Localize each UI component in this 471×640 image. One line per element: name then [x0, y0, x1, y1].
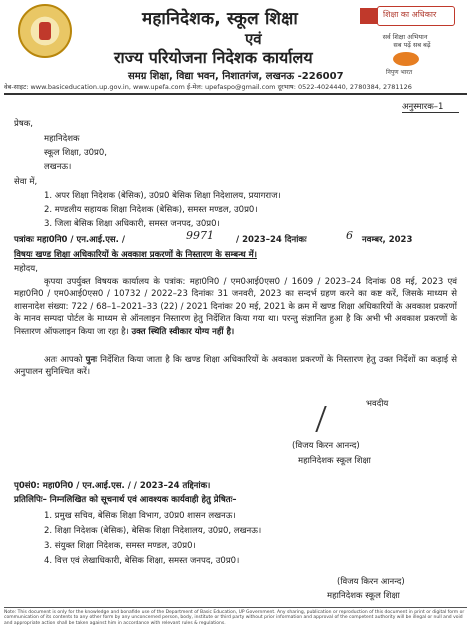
- book-icon: [360, 8, 378, 24]
- body-paragraph-1-text: कृपया उपर्युक्त विषयक कार्यालय के पत्रांक: महा0नि0 / एम0आई0एस0 / 1609 / 2023–24 दिनांक 08 मई, 2023 एवं महा0नि0 / एम0आई0एस0 / 10732 / 2022–23 दिनांकः 31 जनवरी, 2023 का सन्दर्भ ग्रहण करने का कष्ट करें, जिसके माध्यम से शासनादेश संख्या: 722 / 68–1–2021–33 (22) / 2021 दिनांकः 20 मई, 2021 के क्रम में खण्ड शिक्षा अधिकारियों के अवकाश प्रकरणों के मानव सम्पदा पोर्टल के माध्यम से ऑनलाइन निस्तारण हेतु निर्देशित किया गया था। परन्तु संज्ञानित हुआ है कि अभी भी अवकाश प्रकरणों के निस्तारण ऑफलाइन किया जा रहा है।: [14, 277, 457, 337]
- nipun-logo-icon: [393, 52, 419, 66]
- ssa-tagline-1: सर्व शिक्षा अभियान: [382, 33, 428, 41]
- body-paragraph-1: [14, 276, 457, 338]
- signatory-title: महानिदेशक स्कूल शिक्षा: [327, 591, 400, 601]
- body-paragraph-2-rest: निर्देशित किया जाता है कि खण्ड शिक्षा अधिकारियों के अवकाश प्रकरणों के निस्तारण हेतु उक्त निर्देशों का कड़ाई से अनुपालन सुनिश्चित करें।: [14, 355, 457, 378]
- sender-line: लखनऊ।: [44, 162, 72, 172]
- to-label: सेवा में,: [14, 177, 38, 187]
- copy-list-item: 2. शिक्षा निदेशक (बेसिक), बेसिक शिक्षा निदेशालय, उ0प्र0, लखनऊ।: [44, 526, 262, 536]
- copy-list-item: 3. संयुक्त शिक्षा निदेशक, समस्त मण्डल, उ0प्र0।: [44, 541, 196, 551]
- reminder-label: अनुस्मारक–1: [402, 102, 444, 112]
- office-address: समग्र शिक्षा, विद्या भवन, निशातगंज, लखनऊ -226007: [128, 71, 344, 82]
- letter-month-year: नवम्बर, 2023: [362, 235, 413, 245]
- recipient-item: 3. जिला बेसिक शिक्षा अधिकारी, समस्त जनपद, उ0प्र0।: [44, 219, 220, 229]
- letter-date-label: / 2023–24 दिनांकः: [236, 235, 307, 245]
- sender-label: प्रेषक,: [14, 119, 33, 129]
- rte-badge-text: शिक्षा का अधिकार: [383, 10, 437, 19]
- signatory-name: (विजय किरन आनन्द): [292, 441, 360, 451]
- nipun-caption: निपुण भारत: [386, 69, 413, 76]
- ssa-tagline-2: सब पढ़ें सब बढ़ें: [393, 41, 431, 49]
- body-paragraph-2-emphasis: पुनः: [85, 355, 97, 365]
- subject-line: विषयः खण्ड शिक्षा अधिकारियों के अवकाश प्रकरणों के निस्तारण के सम्बन्ध में।: [14, 250, 257, 260]
- recipient-item: 1. अपर शिक्षा निदेशक (बेसिक), उ0प्र0 बेसिक शिक्षा निदेशालय, प्रयागराज।: [44, 191, 281, 201]
- footer-divider: [4, 607, 467, 608]
- letter-number-prefix: पत्रांकः महा0नि0 / एन.आई.एस. /: [14, 235, 125, 245]
- sender-line: महानिदेशक: [44, 134, 80, 144]
- recipient-item: 2. मण्डलीय सहायक शिक्षा निदेशक (बेसिक), समस्त मण्डल, उ0प्र0।: [44, 205, 258, 215]
- up-government-emblem: [18, 4, 72, 58]
- body-paragraph-2-lead: अतः आपको: [44, 355, 83, 365]
- body-paragraph-2: [14, 354, 457, 379]
- body-paragraph-1-emphasis: उक्त स्थिति स्वीकार योग्य नहीं है।: [131, 326, 235, 337]
- footer-note: Note: This document is only for the knowledge and bonafide use of the Department of Basic Education, UP Government. Any sharing, publication or reproduction of this document in print or digital form or communication of its contents to any other form by any unconcerned person, body, institute or third party without prior information and approval of the competent authority will be illegal or null and void and appropriate action shall be taken against him in accordance with relevant rules & regulations.: [4, 610, 465, 626]
- copy-reference-number: पृ0सं0: महा0नि0 / एन.आई.एस. / / 2023–24 तद्दिनांक।: [14, 481, 211, 491]
- reminder-underline: [402, 112, 459, 113]
- salutation: महोदय,: [14, 264, 38, 274]
- sender-line: स्कूल शिक्षा, उ0प्र0,: [44, 148, 107, 158]
- signatory-name: (विजय किरन आनन्द): [337, 577, 405, 587]
- closing: भवदीय: [366, 399, 389, 409]
- header-divider: [4, 93, 467, 95]
- copy-list-item: 1. प्रमुख सचिव, बेसिक शिक्षा विभाग, उ0प्र0 शासन लखनऊ।: [44, 511, 236, 521]
- copy-list-item: 4. वित्त एवं लेखाधिकारी, बेसिक शिक्षा, समस्त जनपद, उ0प्र0।: [44, 556, 240, 566]
- office-title-line1: महानिदेशक, स्कूल शिक्षा: [142, 9, 298, 29]
- office-title-line2: एवं: [245, 30, 262, 48]
- letter-number-handwritten: 9971: [186, 229, 214, 242]
- office-title-line3: राज्य परियोजना निदेशक कार्यालय: [114, 48, 313, 67]
- contact-strip: वेब-साइट: www.basiceducation.up.gov.in, www.upefa.com ई-मेल: upefaspo@gmail.com दूरभाष: 0522-4024440, 2780384, 2781126: [4, 83, 412, 91]
- signature-mark: [315, 406, 366, 432]
- signatory-title: महानिदेशक स्कूल शिक्षा: [298, 456, 371, 466]
- copy-intro: प्रतिलिपिः– निम्नलिखित को सूचनार्थ एवं आवश्यक कार्यवाही हेतु प्रेषितः–: [14, 495, 237, 505]
- letter-day-handwritten: 6: [346, 229, 353, 242]
